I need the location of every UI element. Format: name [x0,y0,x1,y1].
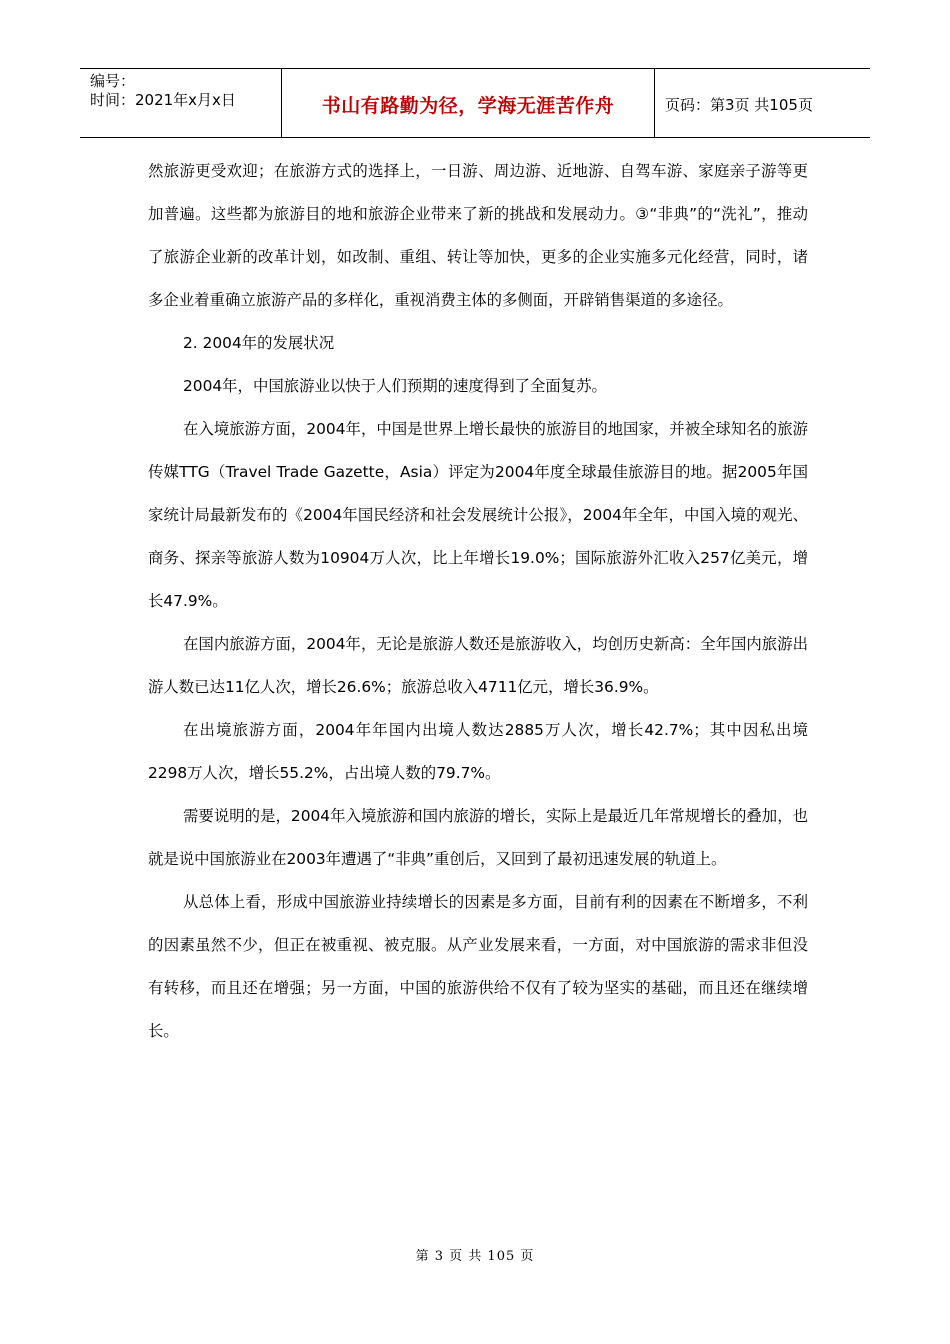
number-label: 编号： [90,72,136,90]
time-label: 时间：2021年x月x日 [90,91,236,109]
paragraph: 在入境旅游方面，2004年，中国是世界上增长最快的旅游目的地国家，并被全球知名的旅游传媒TTG（Travel Trade Gazette，Asia）评定为2004年度全球最佳旅游目的地。据2005年国家统计局最新发布的《2004年国民经济和社会发展统计公报》，2004年全年，中国入境的观光、商务、探亲等旅游人数为10904万人次，比上年增长19.0%；国际旅游外汇收入257亿美元，增长47.9%。 [148,420,808,610]
header-motto: 书山有路勤为径，学海无涯苦作舟 [282,69,655,137]
paragraph: 从总体上看，形成中国旅游业持续增长的因素是多方面，目前有利的因素在不断增多，不利的因素虽然不少，但正在被重视、被克服。从产业发展来看，一方面，对中国旅游的需求非但没有转移，而且还在增强；另一方面，中国的旅游供给不仅有了较为坚实的基础，而且还在继续增长。 [148,893,808,1040]
paragraph: 在出境旅游方面，2004年年国内出境人数达2885万人次，增长42.7%；其中因私出境2298万人次，增长55.2%，占出境人数的79.7%。 [148,721,808,782]
paragraph: 2004年，中国旅游业以快于人们预期的速度得到了全面复苏。 [183,377,607,395]
document-header [80,68,870,138]
section-heading: 2. 2004年的发展状况 [183,334,335,352]
paragraph: 需要说明的是，2004年入境旅游和国内旅游的增长，实际上是最近几年常规增长的叠加，也就是说中国旅游业在2003年遭遇了“非典”重创后，又回到了最初迅速发展的轨道上。 [148,807,808,868]
paragraph: 在国内旅游方面，2004年，无论是旅游人数还是旅游收入，均创历史新高：全年国内旅游出游人数已达11亿人次，增长26.6%；旅游总收入4711亿元，增长36.9%。 [148,635,808,696]
paragraph: 然旅游更受欢迎；在旅游方式的选择上，一日游、周边游、近地游、自驾车游、家庭亲子游等更加普遍。这些都为旅游目的地和旅游企业带来了新的挑战和发展动力。③“非典”的“洗礼”，推动了旅游企业新的改革计划，如改制、重组、转让等加快，更多的企业实施多元化经营，同时，诸多企业着重确立旅游产品的多样化，重视消费主体的多侧面，开辟销售渠道的多途径。 [148,162,808,309]
header-page-info: 页码：第3页 共105页 [665,95,813,114]
header-meta [80,69,282,137]
document-body [148,150,808,1053]
page-footer: 第 3 页 共 105 页 [415,1249,535,1264]
